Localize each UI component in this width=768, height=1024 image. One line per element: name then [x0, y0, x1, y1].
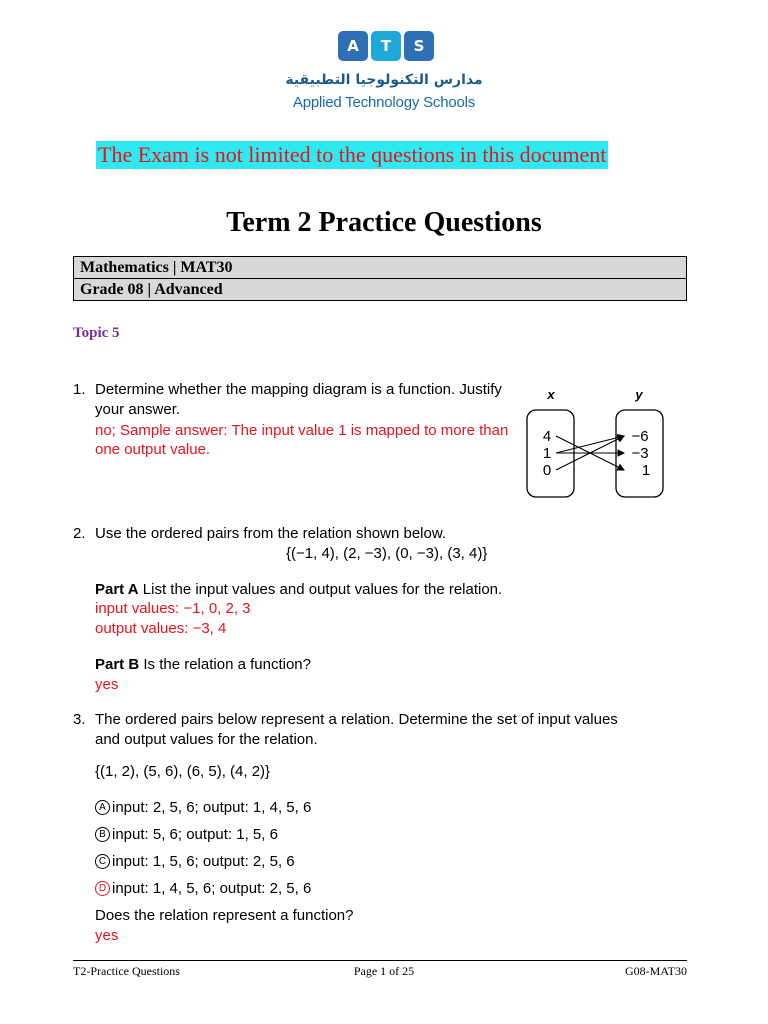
logo-tile-a: A [338, 31, 368, 61]
option-b[interactable] [95, 825, 278, 845]
part-b-label: Part B [95, 656, 140, 673]
q2-text: Use the ordered pairs from the relation shown below. [95, 525, 447, 542]
topic-heading: Topic 5 [73, 325, 120, 341]
option-c[interactable] [95, 852, 295, 872]
option-d-text: input: 1, 4, 5, 6; output: 2, 5, 6 [112, 880, 312, 897]
exam-notice-banner: The Exam is not limited to the questions in this document [98, 142, 607, 167]
option-a[interactable] [95, 798, 311, 818]
part-a-label: Part A [95, 581, 139, 598]
output-value: −3 [631, 445, 649, 462]
q1-answer-line1: no; Sample answer: The input value 1 is mapped to more than [95, 422, 509, 439]
option-c-text: input: 1, 5, 6; output: 2, 5, 6 [112, 853, 295, 870]
q1-text-line1: Determine whether the mapping diagram is a function. Justify [95, 381, 502, 398]
option-d[interactable] [95, 879, 311, 899]
option-a-text: input: 2, 5, 6; output: 1, 4, 5, 6 [112, 799, 312, 816]
logo-tile-s: S [404, 31, 434, 61]
q2-part-b [95, 655, 311, 675]
mapping-diagram [520, 383, 670, 501]
subject-cell: Mathematics | MAT30 [74, 257, 687, 279]
school-name-arabic: مدارس التكنولوجيا التطبيقية [285, 72, 483, 88]
q1-answer-line2: one output value. [95, 441, 211, 458]
q1-text-line2: your answer. [95, 401, 181, 418]
q3-number: 3. [73, 711, 86, 728]
q2-number: 2. [73, 525, 86, 542]
grade-cell: Grade 08 | Advanced [74, 279, 687, 301]
option-a-bubble[interactable]: A [95, 800, 110, 815]
q3-followup: Does the relation represent a function? [95, 907, 354, 924]
part-a-answer-inputs: input values: −1, 0, 2, 3 [95, 600, 251, 617]
part-a-text: List the input values and output values for the relation. [142, 581, 503, 598]
footer-page-number: Page 1 of 25 [353, 964, 415, 978]
part-a-answer-outputs: output values: −3, 4 [95, 620, 227, 637]
option-b-text: input: 5, 6; output: 1, 5, 6 [112, 826, 278, 843]
diagram-x-label: x [547, 387, 555, 402]
footer-right: G08-MAT30 [625, 964, 687, 978]
option-b-bubble[interactable]: B [95, 827, 110, 842]
ats-logo [338, 31, 434, 65]
q3-followup-answer: yes [95, 927, 119, 944]
footer-left: T2-Practice Questions [73, 964, 180, 978]
q3-text-line1: The ordered pairs below represent a relation. Determine the set of input values [95, 711, 618, 728]
input-value: 4 [542, 428, 552, 445]
q2-relation: {(−1, 4), (2, −3), (0, −3), (3, 4)} [286, 545, 488, 562]
option-c-bubble[interactable]: C [95, 854, 110, 869]
option-d-bubble-selected[interactable]: D [95, 881, 110, 896]
page-title: Term 2 Practice Questions [226, 207, 542, 238]
diagram-y-label: y [635, 387, 643, 402]
course-info-table [73, 256, 687, 301]
output-value: −6 [631, 428, 649, 445]
q3-text-line2: and output values for the relation. [95, 731, 318, 748]
footer-divider [73, 960, 687, 961]
input-value: 0 [542, 462, 552, 479]
q2-part-a [95, 580, 502, 600]
mapping-arrow [556, 436, 624, 453]
school-name-english: Applied Technology Schools [292, 94, 476, 111]
part-b-answer: yes [95, 676, 119, 693]
input-value: 1 [542, 445, 552, 462]
logo-tile-t: T [371, 31, 401, 61]
output-value: 1 [641, 462, 651, 479]
q3-relation: {(1, 2), (5, 6), (6, 5), (4, 2)} [95, 763, 271, 780]
part-b-text: Is the relation a function? [143, 656, 311, 673]
q1-number: 1. [73, 381, 86, 398]
